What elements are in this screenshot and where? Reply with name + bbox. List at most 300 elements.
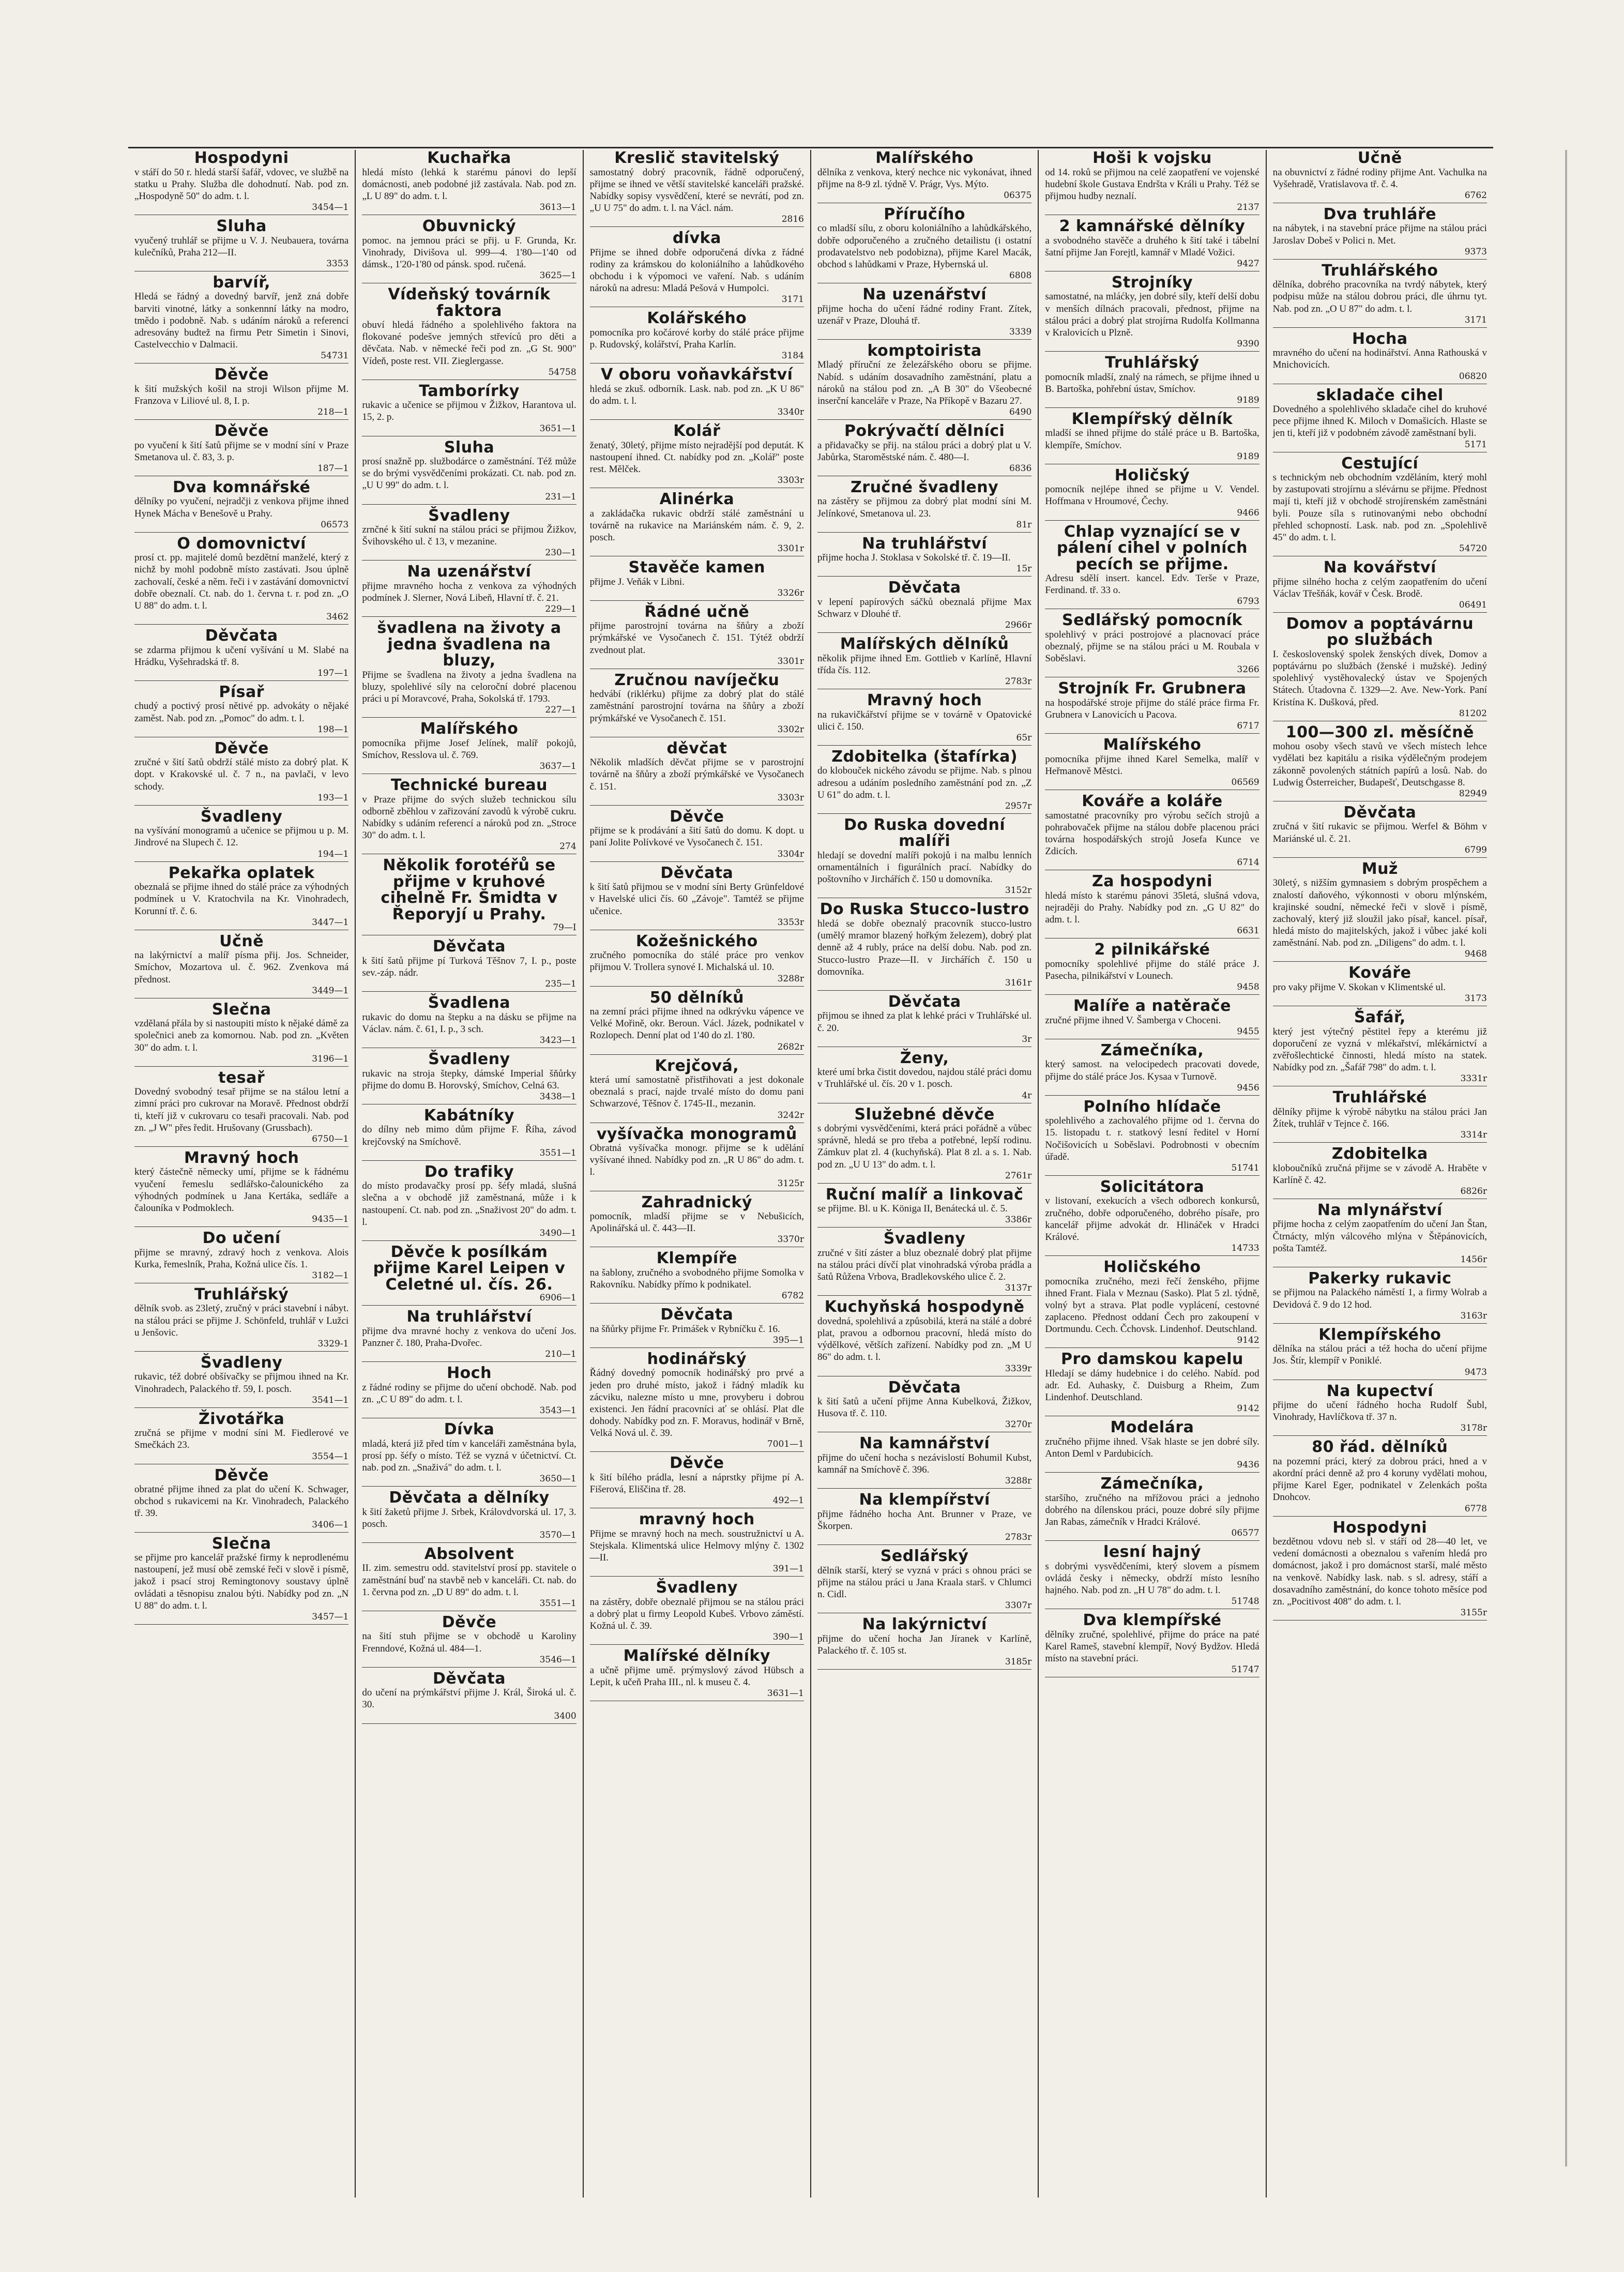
ad-heading: Hospodyni bbox=[1332, 1518, 1428, 1537]
ad-code: 6808 bbox=[1009, 270, 1032, 281]
ad-code: 6750—1 bbox=[312, 1133, 349, 1144]
classified-ad bbox=[1045, 612, 1259, 677]
ad-heading: Klempířského bbox=[1318, 1325, 1441, 1344]
classified-ad bbox=[362, 1051, 576, 1104]
ad-body: na nábytek, i na stavební práce přijme na stálou práci Jaroslav Dobeš v Polici n. Met. bbox=[1272, 223, 1487, 246]
classified-ad bbox=[134, 628, 348, 681]
ad-code: 6793 bbox=[1237, 596, 1259, 607]
classified-ad bbox=[817, 1187, 1031, 1228]
ad-code: 197—1 bbox=[317, 668, 349, 678]
ad-body: dělník svob. as 23letý, zručný v práci stavební i nábyt. na stálou práci se přijme J. Schönfeld, truhlář v Lužci u Jenšovic. bbox=[134, 1303, 349, 1338]
ad-heading: Technické bureau bbox=[391, 776, 548, 795]
classified-ad bbox=[1273, 150, 1487, 203]
ad-body: pomocníka přijme ihned Karel Semelka, malíř v Heřmanově Městci. bbox=[1045, 753, 1259, 777]
ad-body: na zástěry, dobře obeznalé přijmou se na stálou práci a dobrý plat u firmy Leopold Kubeš. Vrbovo záměstí. Kožná ul. č. 39. bbox=[589, 1596, 804, 1632]
ad-heading: Hoch bbox=[447, 1364, 492, 1383]
ad-heading: Písař bbox=[219, 683, 264, 701]
ad-body: na šití stuh přijme se v obchodě u Karoliny Frenndové, Kožná ul. 484—1. bbox=[362, 1631, 576, 1654]
classified-ad bbox=[362, 1671, 576, 1724]
ad-heading: Na uzenářství bbox=[862, 285, 987, 304]
ad-body: na šňůrky přijme Fr. Primášek v Rybníčku č. 16. bbox=[589, 1323, 780, 1335]
ad-body: do učení na prýmkářství přijme J. Král, Široká ul. č. 30. bbox=[362, 1687, 576, 1710]
ad-body: k šití šatů přijmou se v modní síni Berty Grünfeldové v Havelské ulici čís. 60 „Závoje". Tamtéž se přijme učenice. bbox=[589, 882, 804, 917]
ad-body: II. zim. semestru odd. stavitelství prosí pp. stavitele o zaměstnání buď na stavbě neb v kanceláři. Ct. nab. do 1. června pod zn. „D U 89" do adm. t. l. bbox=[362, 1563, 576, 1598]
ad-heading: Hocha bbox=[1352, 329, 1408, 348]
classified-ad bbox=[362, 218, 576, 283]
ad-body: do klobouček nického závodu se přijme. Nab. s plnou adresou a udáním posledního zaměstnání pod zn. „Z U 61" do adm. t. l. bbox=[817, 765, 1032, 800]
ad-heading: Na mlynářství bbox=[1317, 1201, 1443, 1219]
ad-heading: Za hospodyni bbox=[1091, 872, 1212, 891]
ad-body: k šití šatů a učení přijme Anna Kubelková, Žižkov, Husova tř. č. 110. bbox=[817, 1396, 1032, 1419]
ad-body: spolehlivý v práci postrojové a placnovací práce obeznalý, přijme se na stálou práci u M. Roubala v Soběslavi. bbox=[1045, 629, 1259, 664]
ad-code: 3155r bbox=[1460, 1608, 1487, 1618]
ad-heading: Švadleny bbox=[428, 506, 510, 525]
classified-ad bbox=[134, 1002, 348, 1067]
ad-heading: Malířského bbox=[420, 720, 519, 738]
ad-heading: Zdobitelka bbox=[1331, 1145, 1428, 1163]
classified-ad bbox=[590, 672, 804, 737]
ad-body: v listovaní, exekucích a všech odborech konkursů, zručného, dobře odporučeného, dobrého písaře, pro kancelář přijme advokát dr. Hlináček v Hradci Králové. bbox=[1045, 1195, 1259, 1243]
ad-code: 3171 bbox=[781, 294, 804, 305]
classified-ad bbox=[362, 1546, 576, 1611]
ad-body: se přijme. Bl. u K. Königa II, Benátecká ul. č. 5. bbox=[817, 1203, 1008, 1215]
ad-body: Dovedného a spolehlivého skladače cihel do kruhové pece přijme ihned K. Miloch v Domašicích. Hlaste se jen ti, kteří již v podobném závodě zaměstnaní byli. bbox=[1272, 404, 1487, 439]
classified-ad bbox=[590, 1058, 804, 1123]
classified-ad bbox=[1045, 1042, 1259, 1096]
ad-code: 3163r bbox=[1460, 1310, 1487, 1321]
ad-body: pomocník nejlépe ihned se přijme u V. Vendel. Hoffmana v Hroumové, Čechy. bbox=[1045, 484, 1259, 507]
classified-ad bbox=[362, 1164, 576, 1241]
classified-ad bbox=[1273, 387, 1487, 452]
ad-code: 3543—1 bbox=[539, 1405, 576, 1416]
ad-heading: Polního hlídače bbox=[1083, 1097, 1221, 1116]
ad-body: k šití bílého prádla, lesní a náprstky přijme pí A. Fišerová, Eliščina tř. 28. bbox=[589, 1472, 804, 1495]
classified-ad bbox=[134, 275, 348, 363]
ad-code: 3551—1 bbox=[539, 1598, 576, 1609]
ad-body: která umí samostatně přistřihovati a jest dokonale obeznalá s prací, najde trvalé místo do domu pani Schwarzové, Těšnov č. 1745-II., mezanin. bbox=[589, 1074, 804, 1110]
ad-code: 3329-1 bbox=[317, 1338, 349, 1349]
ad-heading: Malířského bbox=[1103, 736, 1202, 754]
ad-code: 3625—1 bbox=[539, 270, 576, 281]
classified-ad bbox=[590, 1580, 804, 1645]
ad-heading: Truhlářský bbox=[194, 1285, 289, 1304]
ad-body: zručné v šití šatů obdrží stálé místo za dobrý plat. K dopt. v Krakovské ul. č. 7 n., na pavlači, v levo schody. bbox=[134, 757, 349, 792]
ad-heading: Slečna bbox=[211, 1000, 271, 1019]
ad-body: hledá místo k starému pánovi 35letá, slušná vdova, nejraději do Prahy. Nabídky pod zn. „G U 82" do adm. t. l. bbox=[1045, 890, 1259, 926]
ad-body: přijme se k prodávání a šití šatů do domu. K dopt. u paní Jolite Polívkové ve Vysočanech č. 151. bbox=[589, 825, 804, 849]
classified-ad bbox=[590, 1511, 804, 1577]
ad-heading: Kabátníky bbox=[423, 1106, 515, 1125]
ad-code: 193—1 bbox=[317, 792, 349, 803]
ad-heading: Mravný hoch bbox=[184, 1148, 299, 1167]
ad-body: v lepení papírových sáčků obeznalá přijme Max Schwarz v Dlouhé tř. bbox=[817, 596, 1032, 620]
ad-heading: Domov a poptávárnu po službách bbox=[1286, 614, 1474, 649]
ad-heading: Šafář, bbox=[1354, 1008, 1406, 1027]
ad-body: přijme do učení hocha Jan Jíranek v Karlíně, Palackého tř. č. 105 st. bbox=[817, 1633, 1032, 1656]
ad-heading: mravný hoch bbox=[639, 1510, 755, 1529]
ad-heading: Švadleny bbox=[883, 1230, 966, 1248]
ad-heading: Zámečníka, bbox=[1100, 1041, 1204, 1059]
ad-heading: Malířského bbox=[875, 150, 974, 167]
classified-ad bbox=[817, 1050, 1031, 1103]
classified-ad bbox=[590, 1250, 804, 1304]
ad-code: 274 bbox=[559, 841, 576, 852]
ad-heading: Sedlářský bbox=[880, 1547, 969, 1566]
ad-body: Přijme se švadlena na životy a jedna švadlena na bluzy, spolehlivé síly na celoroční dobré placenou práci u pí Moravcové, Praha, Sokolská tř. 1793. bbox=[362, 669, 576, 705]
classified-ad bbox=[817, 1548, 1031, 1613]
ad-heading: Kuchyňská hospodyně bbox=[824, 1298, 1025, 1316]
ad-heading: Modelára bbox=[1110, 1418, 1194, 1437]
classified-ad bbox=[590, 150, 804, 227]
ad-code: 06820 bbox=[1459, 371, 1487, 382]
ad-heading: skladače cihel bbox=[1316, 386, 1444, 404]
classified-ad bbox=[362, 721, 576, 774]
classified-ad bbox=[590, 310, 804, 363]
ad-code: 1456r bbox=[1460, 1254, 1487, 1265]
ad-body: přijme silného hocha z celým zaopatřením do učení Václav Třešňák, kovář v Česk. Brodě. bbox=[1272, 576, 1487, 599]
ad-body: v Praze přijme do svých služeb technickou sílu odborně zběhlou v zařizování zavodů k výrobě cukru. Nabídky s udáním referencí a nároků pod zn. „Stroce 30" do adm. t. l. bbox=[362, 794, 576, 841]
classified-ad bbox=[362, 1365, 576, 1418]
classified-ad bbox=[817, 1231, 1031, 1296]
classified-ad bbox=[362, 995, 576, 1048]
classified-ad bbox=[1273, 1146, 1487, 1199]
classified-ad bbox=[134, 1070, 348, 1147]
ad-body: s technickým neb obchodním vzděláním, který mohl by zastupovati strojírnu a slévárnu se přijme. Přednost mají ti, kteří již v obchodě strojírenském zaměstnáni byli. Pouze síla s rutinovanými nebo obchodní přehled schopností. Lask. nab. pod zn. „Spolehlivě 45" do adm. t. l. bbox=[1272, 472, 1487, 543]
ad-code: 3303r bbox=[777, 475, 804, 486]
ad-code: 3613—1 bbox=[539, 202, 576, 213]
classified-ad bbox=[590, 809, 804, 862]
ad-heading: Zručné švadleny bbox=[851, 478, 999, 496]
ad-code: 3171 bbox=[1464, 314, 1487, 325]
ad-heading: Kožešnického bbox=[635, 932, 758, 950]
ad-code: 9456 bbox=[1237, 1082, 1259, 1093]
ad-body: samostatné, na mláćky, jen dobré síly, kteří delší dobu v menších dílnách pracovali, přednost, přijme na stálou práci a dobrý plat strojírna Rudolfa Kollmanna v Kralovicích u Plzně. bbox=[1045, 291, 1259, 338]
ad-heading: Do učení bbox=[202, 1229, 281, 1248]
ad-code: 3307r bbox=[1005, 1600, 1032, 1611]
ad-heading: Děvče bbox=[214, 422, 269, 441]
ad-heading: Ruční malíř a linkovač bbox=[825, 1185, 1024, 1204]
classified-ad bbox=[134, 1150, 348, 1227]
classified-ad bbox=[1045, 998, 1259, 1039]
ad-body: na pozemní práci, který za dobrou práci, hned a v akordní práci denně až pro 4 koruny vydělati mohou, přijme Karel Eger, podnikatel v Zelenkách pošta Dnohcov. bbox=[1272, 1456, 1487, 1503]
ad-body: pomoc. na jemnou práci se přij. u F. Grunda, Kr. Vinohrady, Divišova ul. 999—4. 1'80—1'40 od dámsk., 1'20-1'80 od pánsk. spod. ručená. bbox=[362, 235, 576, 270]
ad-body: dělníka z venkova, který nechce nic vykonávat, ihned přijme na 8-9 zl. týdně V. Prágr, Vys. Mýto. bbox=[817, 166, 1032, 190]
ad-heading: Děvčata bbox=[660, 864, 734, 882]
ad-heading: Děvčata bbox=[888, 992, 961, 1011]
ad-body: vyučený truhlář se přijme u V. J. Neubauera, továrna kulečníků, Praha 212—II. bbox=[134, 235, 349, 258]
ad-heading: Kreslič stavitelský bbox=[614, 150, 780, 167]
ad-body: pomocníka pro kočárové korby do stálé práce přijme p. Rudovský, kolářství, Praha Karlín. bbox=[589, 327, 804, 351]
ad-body: bezdětnou vdovu neb sl. v stáří od 28—40 let, ve vedení domácnosti a obeznalou s vařením hledá pro domácnost, jakož i pro domácnost starší, malé město na venkově. Nabídky lask. nab. s sl. adresy, stáří a dosavadního zaměstnání, do konce tohoto měsíce pod zn. „Pocitivost 408" do adm. t. l. bbox=[1272, 1536, 1487, 1607]
ad-code: 51741 bbox=[1231, 1162, 1259, 1173]
ad-code: 06491 bbox=[1459, 599, 1487, 610]
ad-code: 6717 bbox=[1237, 721, 1259, 732]
ad-body: hledá se zkuš. odborník. Lask. nab. pod zn. „K U 86" do adm. t. l. bbox=[589, 383, 804, 406]
ad-code: 9458 bbox=[1237, 982, 1259, 993]
ad-body: a zakládačka rukavic obdrží stálé zaměstnání u továrně na rukavice na Mariánském nám. č. 9, 2. posch. bbox=[589, 508, 804, 543]
ad-code: 6714 bbox=[1237, 857, 1259, 868]
ad-code: 6631 bbox=[1237, 926, 1259, 936]
ad-heading: Sedlářský pomocník bbox=[1062, 611, 1242, 630]
ad-code: 492—1 bbox=[772, 1495, 804, 1506]
ad-heading: Děvče bbox=[214, 1466, 269, 1485]
ad-code: 390—1 bbox=[772, 1632, 804, 1643]
classified-ad bbox=[1045, 218, 1259, 271]
ad-body: pro vaky přijme V. Skokan v Klimentské ul. bbox=[1272, 981, 1446, 993]
ad-body: dovedná, spolehlivá a způsobilá, která na stálé a dobré plat, pravou a odbornou pracovní, hledá místo do výdělkové, větších zařízení. Nabídky pod zn. „M U 86" do adm. t. l. bbox=[817, 1315, 1032, 1363]
classified-ad bbox=[1045, 467, 1259, 521]
ad-heading: Truhlářský bbox=[1105, 354, 1200, 372]
ad-body: hledají se dovední malíři pokojů i na malbu lenních ornamentálních i figurálních prací. Nabídky do poštovního v Jirchářích č. 150 u domovníka. bbox=[817, 850, 1032, 885]
ad-heading: Chlap vyznající se v pálení cihel v polních pecích se přijme. bbox=[1056, 522, 1248, 573]
ad-code: 3326r bbox=[777, 587, 804, 598]
ad-code: 3423—1 bbox=[539, 1035, 576, 1046]
ad-body: zručného přijme ihned. Však hlaste se jen dobré síly. Anton Deml v Pardubicích. bbox=[1045, 1436, 1259, 1460]
classified-ad bbox=[817, 994, 1031, 1047]
ad-body: přijmou se ihned za plat k lehké práci v Truhlářské ul. č. 20. bbox=[817, 1010, 1032, 1034]
ad-heading: Tamborírky bbox=[419, 382, 520, 400]
ad-body: obuví hledá řádného a spolehlivého faktora na flokované podešve jemných střevíců pro děti a děvčata. Nab. v německé řeči pod zn. „G St. 900" Vídeň, poste rest. VII. Zieglergasse. bbox=[362, 320, 576, 367]
ad-code: 79—I bbox=[553, 922, 576, 933]
ad-body: samostatný dobrý pracovník, řádně odporučený, přijme se ihned ve větší stavitelské kanceláři pražské. Nabídky sopisy vysvědčení, které se nevrátí, pod zn. „U U 75" do adm. t. l. na Václ. nám. bbox=[589, 166, 804, 214]
ad-body: pomocníka zručného, mezi řečí ženského, přijme ihned Frant. Fiala v Meznau (Sasko). Plat 5 zl. týdně, volný byt a strava. Plat podle vyplácení, cestovné zaplaceno. Přednost oddaní Čech pro zakoupení v Dortmundu. Cech. Čchovsk. Lindenhof. Deutschland. bbox=[1045, 1276, 1259, 1335]
ad-code: 3370r bbox=[777, 1234, 804, 1245]
ad-code: 187—1 bbox=[317, 463, 349, 474]
ad-heading: Kováře a koláře bbox=[1082, 792, 1223, 811]
ad-heading: Alinérka bbox=[659, 490, 735, 509]
ad-heading: Malířských dělníků bbox=[840, 635, 1009, 654]
ad-code: 198—1 bbox=[317, 724, 349, 735]
classified-ad bbox=[134, 1411, 348, 1464]
ad-code: 391—1 bbox=[772, 1564, 804, 1574]
ad-body: hledá místo (lehká k starému pánovi do lepší domácnosti, aneb podobné již zastávala. Nab. pod zn. „L U 89" do adm. t. l. bbox=[362, 166, 576, 202]
ad-heading: Pakerky rukavic bbox=[1308, 1269, 1452, 1288]
ad-heading: Služebné děvče bbox=[854, 1105, 995, 1124]
ad-body: k šití šatů přijme pí Turková Těšnov 7, I. p., poste sev.-záp. nádr. bbox=[362, 955, 576, 978]
ad-code: 2137 bbox=[1237, 202, 1259, 213]
ad-body: s dobrými vysvědčeními, který slovem a písmem ovládá česky i německy, obdrží místo lesního hajného. Nab. pod zn. „H U 78" do adm. t. l. bbox=[1045, 1561, 1259, 1596]
ad-body: co mladší sílu, z oboru koloniálního a lahůdkářského, dobře odporučeného a zručného detailistu (i ostatní prodavatelstvo neb podobizna), přijme Karel Macák, obchod s lahůdkami v Praze, Hybernská ul. bbox=[817, 223, 1032, 270]
ad-heading: Děvče bbox=[214, 366, 269, 384]
ad-body: samostatné pracovníky pro výrobu sečích strojů a pohrabovaček přijme na stálou dobře placenou práci továrna hospodářských strojů Josefa Kunce ve Zdicích. bbox=[1045, 810, 1259, 857]
ad-heading: Pekařka oplatek bbox=[168, 864, 315, 882]
ad-code: 3454—1 bbox=[312, 202, 349, 213]
ad-code: 2783r bbox=[1005, 1532, 1032, 1543]
ad-code: 3303r bbox=[777, 792, 804, 803]
ad-body: mladá, která již před tím v kanceláři zaměstnána byla, prosí pp. šéfy o místo. Též se vyzná v účetnictví. Ct. nab. pod zn. „Snaživá" do adm. t. l. bbox=[362, 1438, 576, 1473]
ad-code: 9373 bbox=[1464, 246, 1487, 257]
ad-body: spolehlivého a zachovalého přijme od 1. června do 15. listopadu t. r. statkový lesní ředitel v Horní Nočišovicích u Soběslavi. Podrobnosti v obecním úřadě. bbox=[1045, 1115, 1259, 1162]
ad-body: na zemní práci přijme ihned na odkrývku vápence ve Velké Mořině, okr. Beroun. Václ. Jázek, podnikatel v Rozlopech. Denní plat od 1'40 do zl. 1'80. bbox=[589, 1006, 804, 1041]
ad-body: dělníky po vyučení, nejradčji z venkova přijme ihned Hynek Mácha v Benešově u Prahy. bbox=[134, 496, 349, 519]
ad-body: přijme se mravný, zdravý hoch z venkova. Alois Kurka, řemeslník, Praha, Kožná ulice čís. 1. bbox=[134, 1247, 349, 1270]
classified-ad bbox=[817, 692, 1031, 746]
ad-heading: Dívka bbox=[444, 1420, 495, 1439]
ad-body: mravného do učení na hodinářství. Anna Rathouská v Mnichovicích. bbox=[1272, 347, 1487, 371]
classified-ad bbox=[817, 206, 1031, 283]
ad-code: 9436 bbox=[1237, 1460, 1259, 1471]
classified-ad bbox=[1045, 411, 1259, 464]
classified-ad bbox=[134, 1355, 348, 1408]
classified-ad bbox=[362, 620, 576, 718]
classified-ad bbox=[817, 536, 1031, 577]
classified-ad bbox=[590, 559, 804, 601]
ad-body: po vyučení k šití šatů přijme se v modní síní v Praze Smetanova ul. č. 83, 3. p. bbox=[134, 440, 349, 463]
classified-ad bbox=[134, 809, 348, 862]
classified-ad bbox=[362, 1614, 576, 1668]
ad-heading: Na lakýrnictví bbox=[862, 1615, 987, 1634]
ad-code: 9189 bbox=[1237, 451, 1259, 462]
ad-heading: Švadleny bbox=[656, 1579, 738, 1597]
ad-code: 3339 bbox=[1009, 326, 1032, 337]
ad-code: 3340r bbox=[777, 407, 804, 418]
ad-heading: Švadleny bbox=[200, 807, 283, 826]
ad-code: 3570—1 bbox=[539, 1529, 576, 1540]
ad-code: 230—1 bbox=[545, 548, 576, 558]
ad-heading: barvíř, bbox=[213, 273, 270, 292]
ad-heading: Ženy, bbox=[900, 1049, 949, 1067]
classified-ad bbox=[362, 383, 576, 436]
ad-heading: 80 řád. dělníků bbox=[1312, 1438, 1448, 1457]
ad-code: 2682r bbox=[777, 1041, 804, 1052]
classified-ad bbox=[1045, 524, 1259, 610]
ad-code: 3152r bbox=[1005, 885, 1032, 896]
ad-body: vzdělaná přála by si nastoupiti místo k nějaké dámě za společnici aneb za komornou. Nab. pod zn. „Květen 30" do adm. t. l. bbox=[134, 1018, 349, 1053]
ad-code: 06573 bbox=[321, 519, 349, 530]
ad-body: Řádný dovedný pomocník hodinářský pro prvé a jeden pro druhé místo, jakož i řádný mladík ku zácviku, nalezne místo u mne, provyberu i dobrou existenci. Jen řádní pracovníci ať se ohlásí. Plat dle dohody. Nabídky pod zn. F. Moravus, hodinář v Brně, Velká Nová ul. č. 39. bbox=[589, 1368, 804, 1439]
ad-code: 6826r bbox=[1460, 1186, 1487, 1196]
classified-ad bbox=[817, 580, 1031, 633]
ad-code: 3r bbox=[1022, 1034, 1032, 1044]
ad-heading: Pro damskou kapelu bbox=[1061, 1350, 1243, 1369]
ad-code: 3400 bbox=[554, 1710, 576, 1721]
ad-heading: Sluha bbox=[216, 217, 267, 236]
ad-body: obeznalá se přijme ihned do stálé práce za výhodných podmínek u V. Kratochvila na Kr. Vinohradech, Korunní tř. č. 6. bbox=[134, 882, 349, 917]
ad-code: 9473 bbox=[1464, 1367, 1487, 1377]
ad-heading: Dva truhláře bbox=[1323, 205, 1437, 223]
ad-code: 06577 bbox=[1231, 1528, 1259, 1539]
ad-heading: Řádné učně bbox=[644, 602, 750, 621]
ad-heading: Kuchařka bbox=[427, 150, 511, 167]
classified-ad bbox=[1273, 861, 1487, 962]
classified-ad bbox=[1273, 724, 1487, 801]
classified-ad bbox=[134, 479, 348, 533]
ad-body: v stáří do 50 r. hledá starší šafář, vdovec, ve službě na statku u Prahy. Služba dle dohodnutí. Nab. pod zn. „Hospodyně 50" do adm. t. l. bbox=[134, 166, 349, 202]
ad-heading: Životářka bbox=[199, 1410, 285, 1428]
classified-ad bbox=[1045, 793, 1259, 870]
ad-code: 3449—1 bbox=[312, 985, 349, 996]
ad-body: na zástěry se přijmou za dobrý plat modní síni M. Jelínkové, Smetanova ul. 23. bbox=[817, 496, 1032, 519]
ad-heading: Klempířský dělník bbox=[1071, 410, 1233, 428]
ad-body: dělníky přijme k výrobě nábytku na stálou práci Jan Žítek, truhlář v Tejnce č. 166. bbox=[1272, 1106, 1487, 1129]
classified-ad bbox=[817, 1616, 1031, 1670]
ad-code: 3301r bbox=[777, 656, 804, 667]
ad-code: 3554—1 bbox=[312, 1451, 349, 1462]
classified-ad bbox=[134, 1230, 348, 1283]
ad-heading: Holičského bbox=[1103, 1258, 1201, 1277]
classified-ad bbox=[1045, 150, 1259, 215]
ad-body: prosí snažně pp. službodárce o zaměstnání. Též může se do brými vysvědčeními prokázati. Ct. nab. pod zn. „U U 99" do adm. t. l. bbox=[362, 456, 576, 491]
classified-ad bbox=[817, 636, 1031, 689]
ad-body: přijme do učení hocha s nezávislostí Bohumil Kubst, kamnář na Smíchově č. 396. bbox=[817, 1452, 1032, 1476]
ad-code: 9142 bbox=[1237, 1403, 1259, 1414]
classified-ad bbox=[1273, 1270, 1487, 1324]
ad-body: dělníka, dobrého pracovníka na tvrdý nábytek, který podpisu může na stálou dobrou práci, dle úhrnu tyt. Nab. pod zn. „O U 87" do adm. t. l. bbox=[1272, 279, 1487, 314]
ad-heading: Dva komnářské bbox=[172, 478, 311, 496]
ad-code: 395—1 bbox=[772, 1335, 804, 1345]
ad-heading: 50 dělníků bbox=[649, 988, 744, 1007]
classified-ad bbox=[1045, 1544, 1259, 1609]
classified-ad bbox=[134, 423, 348, 476]
ad-code: 3182—1 bbox=[312, 1270, 349, 1281]
ad-code: 3339r bbox=[1005, 1363, 1032, 1374]
classified-ad bbox=[817, 1107, 1031, 1184]
classified-ad bbox=[362, 150, 576, 215]
ad-heading: Zručnou navíječku bbox=[614, 671, 780, 689]
ad-heading: komptoirista bbox=[867, 341, 982, 360]
ad-body: který jest výtečný pěstitel řepy a kterému již doporučení ze vyzná v mlékařství, mlékárnictví a zvěřošlechtické činnosti, hledá místo na statek. Nabídky pod zn. „Šafář 798" do adm. t. l. bbox=[1272, 1026, 1487, 1073]
ad-body: pomocníky spolehlivé přijme do stálé práce J. Pasecha, pilnikářství v Lounech. bbox=[1045, 958, 1259, 981]
ad-code: 3457—1 bbox=[312, 1612, 349, 1622]
ad-code: 194—1 bbox=[317, 849, 349, 859]
ad-heading: dívka bbox=[672, 229, 721, 248]
ad-code: 81202 bbox=[1459, 708, 1487, 719]
ad-code: 54720 bbox=[1459, 543, 1487, 554]
ad-body: a přidavačky se přij. na stálou práci a dobrý plat u V. Jabůrka, Staroměstské nám. č. 480—I. bbox=[817, 440, 1032, 463]
ad-heading: tesař bbox=[218, 1068, 265, 1087]
ad-code: 3304r bbox=[777, 849, 804, 859]
classified-ad bbox=[1273, 206, 1487, 260]
ad-code: 9455 bbox=[1237, 1026, 1259, 1037]
ad-code: 3196—1 bbox=[312, 1053, 349, 1064]
ad-heading: Děvče bbox=[214, 739, 269, 758]
ad-body: 30letý, s nižším gymnasiem s dobrým prospěchem a znalostí daňového, výkonnosti v oboru mlýnském, krajinské soudní, německé řeči v slově i písmě, zachovalý, který již sloužil jako písař, kancel. písař, hledá místo do majitelských, jakož i vůbec jaké koli zaměstnání. Nab. pod zn. „Diligens" do adm. t. l. bbox=[1272, 877, 1487, 949]
ad-heading: Děvčata bbox=[888, 1378, 961, 1397]
ad-body: se zdarma přijmou k učení vyšívání u M. Slabé na Hrádku, Vyšehradská tř. 8. bbox=[134, 644, 349, 668]
classified-ad bbox=[590, 367, 804, 420]
ad-heading: Holičský bbox=[1114, 466, 1190, 484]
ad-heading: Do Ruska Stucco-lustro bbox=[819, 900, 1029, 919]
ad-body: pomocníka přijme Josef Jelínek, malíř pokojů, Smíchov, Resslova ul. č. 769. bbox=[362, 737, 576, 761]
ad-code: 3266 bbox=[1237, 664, 1259, 675]
ad-body: obratné přijme ihned za plat do učení K. Schwager, obchod s rukavicemi na Kr. Vinohradech, Palackého tř. 39. bbox=[134, 1484, 349, 1519]
ad-heading: Zahradnický bbox=[641, 1193, 752, 1211]
ad-body: na šablony, zručného a svobodného přijme Somolka v Rakovníku. Nabídky přímo k podnikatel. bbox=[589, 1267, 804, 1291]
classified-ad bbox=[134, 1286, 348, 1352]
ad-heading: Truhlářské bbox=[1332, 1088, 1427, 1107]
ad-column bbox=[1038, 150, 1265, 2198]
ad-heading: Malíře a natěrače bbox=[1073, 997, 1231, 1016]
ad-code: 2761r bbox=[1005, 1170, 1032, 1181]
ad-code: 06569 bbox=[1231, 777, 1259, 788]
classified-ad bbox=[1045, 1179, 1259, 1256]
ad-heading: Na truhlářství bbox=[862, 534, 988, 553]
ad-code: 54758 bbox=[548, 367, 576, 377]
ad-heading: Švadlena bbox=[428, 994, 511, 1012]
ad-heading: V oboru voňavkářství bbox=[601, 366, 793, 384]
classified-ad bbox=[134, 865, 348, 930]
ad-body: zručné v šití záster a bluz obeznalé dobrý plat přijme na stálou práci dívčí plat vinohradská výroba prádla a šatů Růžena Vrbova, Bradlekovského ulice č. 2. bbox=[817, 1247, 1032, 1283]
ad-heading: Děvčata bbox=[205, 627, 278, 645]
ad-body: ženatý, 30letý, přijme místo nejradější pod deputát. K nastoupení ihned. Ct. nabídky pod zn. „Kolář" poste rest. Mělček. bbox=[589, 440, 804, 475]
ad-column bbox=[1266, 150, 1493, 2198]
ad-body: zručná v šití rukavic se přijmou. Werfel & Böhm v Mariánské ul. č. 21. bbox=[1272, 821, 1487, 844]
ad-heading: lesní hajný bbox=[1103, 1543, 1201, 1562]
ad-body: mladší se ihned přijme do stálé práce u B. Bartoška, klempíře, Smíchov. bbox=[1045, 428, 1259, 451]
ad-body: a učně přijme umě. prýmyslový závod Hübsch a Lepit, k učeň Praha III., nl. k museu č. 4. bbox=[589, 1664, 804, 1688]
classified-ad bbox=[1273, 616, 1487, 721]
ad-heading: Malířské dělníky bbox=[623, 1647, 771, 1665]
